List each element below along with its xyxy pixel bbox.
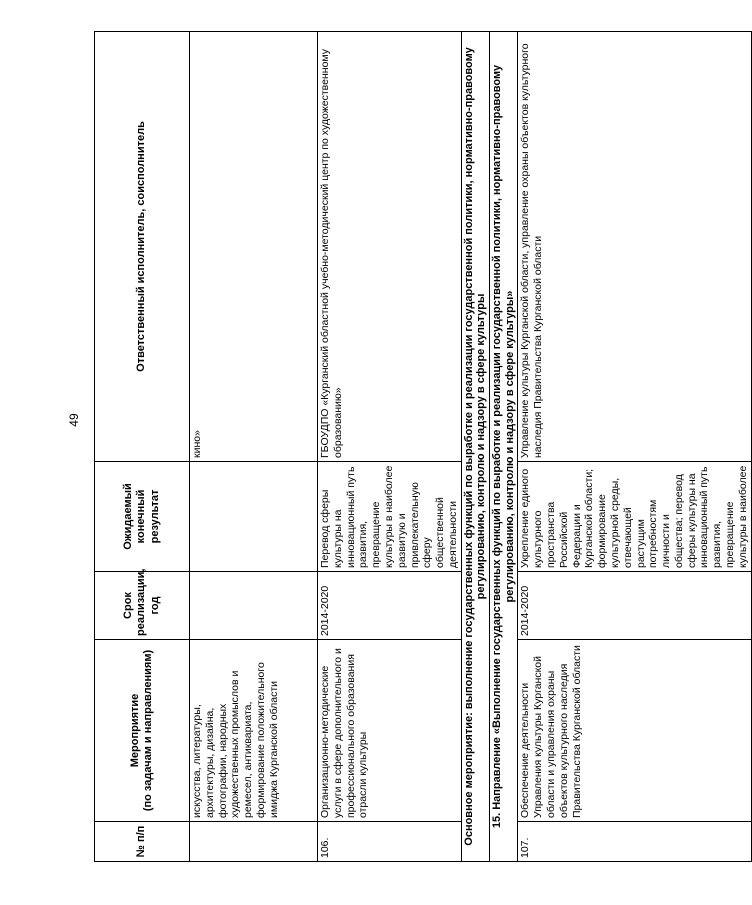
header-term: Срок реализации, год [95, 572, 190, 640]
header-result: Ожидаемый конечный результат [95, 462, 190, 572]
header-num: № п/п [95, 822, 190, 862]
cell-executor: ГБОУДПО «Курганский областной учебно-методический центр по художественному образованию» [318, 32, 462, 462]
cell-term: 2014-2020 [318, 572, 462, 640]
cell-result [190, 462, 318, 572]
cell-measure: искусства, литературы, архитектуры, дизайна, фотографии, народных художественных промыслов и ремесел, антиквариата, формирование положительного имиджа Курганской области [190, 640, 318, 822]
direction-15-heading: 15. Направление «Выполнение государственных функций по выработке и реализации государственной политики, нормативно-правовому регулированию, контролю и надзору в сфере культуры» [490, 32, 518, 862]
header-executor: Ответственный исполнитель, соисполнитель [95, 32, 190, 462]
header-measure-sub: (по задачам и направлениям) [142, 649, 154, 812]
direction-row [490, 32, 518, 862]
cell-num: 106. [318, 822, 462, 862]
cell-executor: Управление культуры Курганской области, управление охраны объектов культурного наследия Правительства Курганской области [518, 32, 751, 462]
table-row-continuation [190, 32, 318, 862]
table-header-row [95, 32, 190, 862]
table-row-106 [318, 32, 462, 862]
main-measure-heading: Основное мероприятие: выполнение государственных функций по выработке и реализации государственной политики, нормативно-правовому регулированию, контролю и надзору в сфере культуры [461, 32, 489, 862]
table-row-107 [518, 32, 751, 862]
cell-executor: кино» [190, 32, 318, 462]
measures-table [94, 31, 752, 862]
page-number: 49 [67, 413, 81, 427]
cell-result: Перевод сферы культуры на инновационный путь развития, превращение культуры в наиболее развитую и привлекательную сферу общественной деятельности [318, 462, 462, 572]
cell-num: 107. [518, 822, 751, 862]
cell-num [190, 822, 318, 862]
document-page [94, 0, 749, 905]
cell-measure: Обеспечение деятельности Управления культуры Курганской области и управления охраны объектов культурного наследия Правительства Курганской области [518, 640, 751, 822]
cell-term [190, 572, 318, 640]
header-measure-title: Мероприятие [128, 693, 141, 768]
main-measure-row [461, 32, 489, 862]
cell-measure: Организационно-методические услуги в сфере дополнительного и профессионального образования отрасли культуры [318, 640, 462, 822]
rotated-table-wrapper [94, 32, 749, 862]
header-measure [95, 640, 190, 822]
cell-term: 2014-2020 [518, 572, 751, 640]
cell-result: Укрепление единого культурного пространства Российской Федерации и Курганской области; формирование культурной среды, отвечающей растущим потребностям личности и общества; перевод сферы культуры на инновационный путь развития, превращение культуры в наиболее [518, 462, 751, 572]
